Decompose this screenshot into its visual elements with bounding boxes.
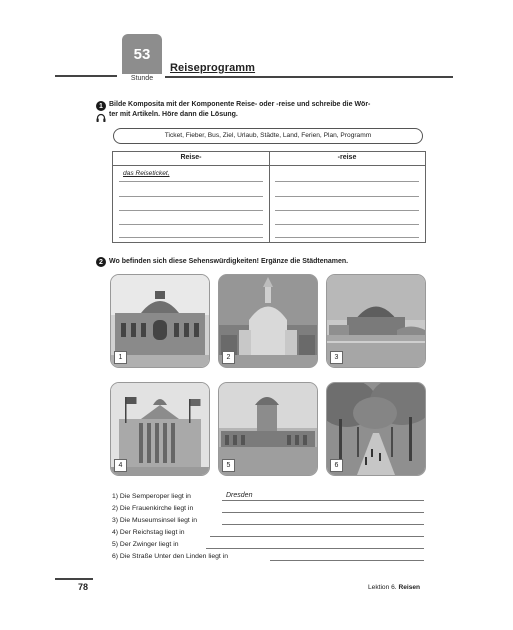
lesson-number-tab [122,34,162,74]
answer-row [112,528,424,538]
answer-prompt: 1) Die Semperoper liegt in [112,493,191,500]
answer-line[interactable] [222,524,424,525]
photo-label: 6 [330,459,343,472]
photo-label: 4 [114,459,127,472]
task2-number-badge [96,257,106,267]
answer-line[interactable] [206,548,424,549]
answer-line[interactable] [210,536,424,537]
photo-label: 1 [114,351,127,364]
table-example-entry: das Reiseticket, [123,170,170,177]
headphones-icon [96,113,106,123]
photo-label: 3 [330,351,343,364]
photo-frauenkirche [218,274,318,368]
task1-instruction [109,100,429,120]
header-rule-left [55,75,117,77]
answer-prompt: 3) Die Museumsinsel liegt in [112,517,197,524]
task1-number-badge [96,101,106,111]
table-header-reise-prefix: Reise- [180,154,202,161]
photo-unter-den-linden [326,382,426,476]
task1-instruction-line2: ter mit Artikeln. Höre dann die Lösung. [109,111,238,118]
photo-label: 5 [222,459,235,472]
writing-line[interactable] [275,196,419,197]
answer-row [112,504,424,514]
photo-reichstag [110,382,210,476]
lesson-number: 53 [133,45,151,63]
answer-prompt: 6) Die Straße Unter den Linden liegt in [112,553,228,560]
task1-number: 1 [99,102,103,110]
writing-line[interactable] [119,210,263,211]
writing-line[interactable] [275,181,419,182]
writing-line[interactable] [119,237,263,238]
compound-table [112,151,426,243]
table-column-divider [269,152,270,242]
task1-instruction-line1: Bilde Komposita mit der Komponente Reise- oder -reise und schreibe die Wör- [109,101,371,108]
photo-museumsinsel [326,274,426,368]
answer-prompt: 5) Der Zwinger liegt in [112,541,179,548]
writing-line[interactable] [275,210,419,211]
task2-number: 2 [99,258,103,266]
writing-line[interactable] [275,237,419,238]
header-rule-right [165,76,453,78]
answer-row [112,516,424,526]
answer-prompt: 4) Der Reichstag liegt in [112,529,185,536]
footer-lesson-title: Reisen [398,584,421,591]
photo-semperoper [110,274,210,368]
writing-line[interactable] [119,181,263,182]
photo-zwinger [218,382,318,476]
lesson-word: Stunde [130,75,154,82]
answer-row [112,492,424,502]
photo-label: 2 [222,351,235,364]
writing-line[interactable] [275,224,419,225]
answer-row [112,552,424,562]
answer-row [112,540,424,550]
page-number: 78 [78,582,89,592]
footer-lesson [368,584,420,591]
answer-value: Dresden [226,492,253,499]
footer-rule [55,578,93,580]
answer-prompt: 2) Die Frauenkirche liegt in [112,505,194,512]
task2-instruction: Wo befinden sich diese Sehenswürdigkeiten! Ergänze die Städtenamen. [109,258,349,265]
answer-line[interactable] [222,512,424,513]
answer-line[interactable] [270,560,424,561]
writing-line[interactable] [119,224,263,225]
table-header-reise-suffix: -reise [337,154,357,161]
writing-line[interactable] [119,196,263,197]
footer-lesson-prefix: Lektion 6. [368,584,397,591]
page-title: Reiseprogramm [170,62,256,74]
word-bank: Ticket, Fieber, Bus, Ziel, Urlaub, Städte, Land, Ferien, Plan, Programm [113,128,423,144]
